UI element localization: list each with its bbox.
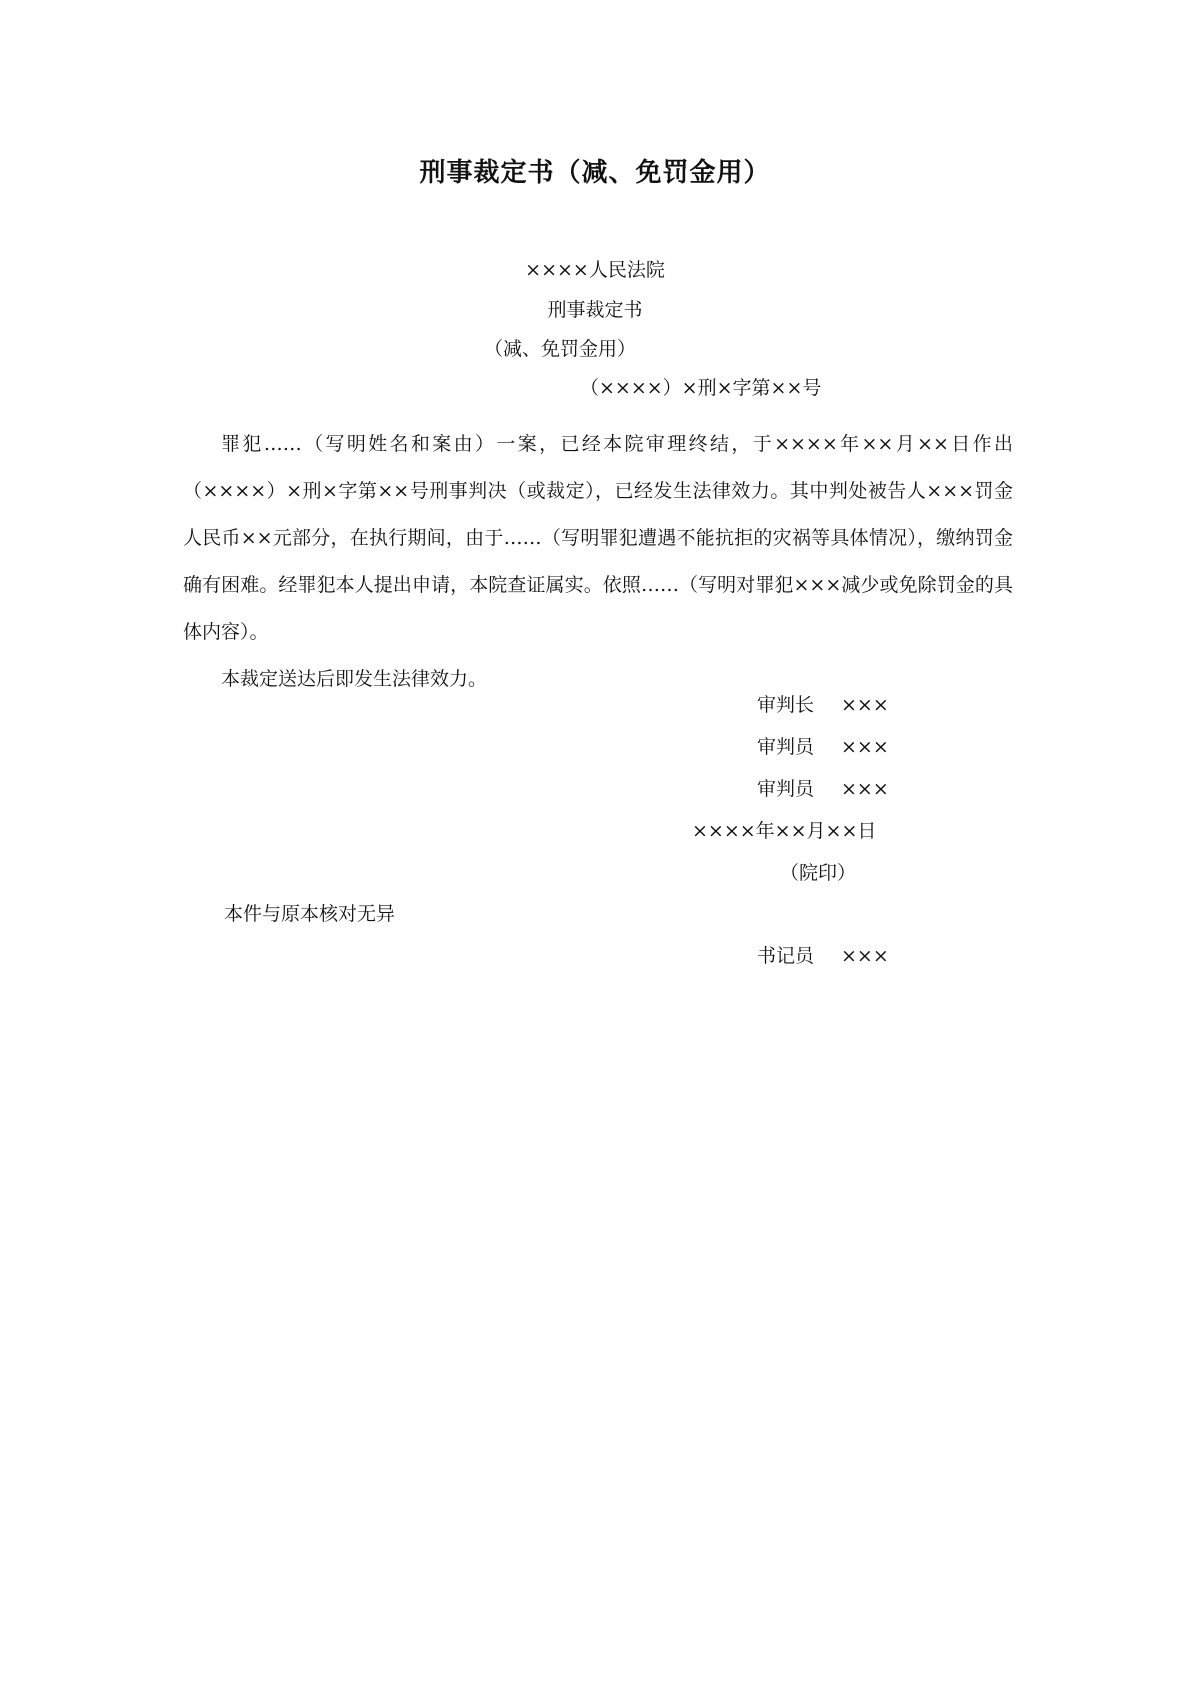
- case-number: （××××）×刑×字第××号: [580, 377, 822, 399]
- signature-name: ×××: [841, 945, 889, 967]
- verification-note: 本件与原本核对无异: [224, 903, 396, 925]
- document-subtitle: （减、免罚金用）: [484, 338, 637, 360]
- signature-name: ×××: [841, 778, 889, 800]
- document-type: 刑事裁定书: [547, 299, 643, 321]
- signature-name: ×××: [841, 694, 889, 716]
- signature-presiding-judge: [757, 692, 889, 718]
- document-title: 刑事裁定书（减、免罚金用）: [419, 158, 771, 188]
- signature-role: 审判员: [757, 736, 815, 758]
- signature-name: ×××: [841, 736, 889, 758]
- body-paragraph-1: 罪犯……（写明姓名和案由）一案，已经本院审理终结，于××××年××月××日作出（××××）×刑×字第××号刑事判决（或裁定），已经发生法律效力。其中判处被告人×××罚金人民币××元部分，在执行期间，由于……（写明罪犯遭遇不能抗拒的灾祸等具体情况），缴纳罚金确有困难。经罪犯本人提出申请，本院查证属实。依照……（写明对罪犯×××减少或免除罚金的具体内容）。: [183, 433, 1013, 643]
- court-name: ××××人民法院: [525, 259, 665, 281]
- court-seal: （院印）: [780, 862, 857, 884]
- signature-judge-2: [757, 776, 889, 802]
- signature-role: 书记员: [757, 945, 815, 967]
- signature-role: 审判员: [757, 778, 815, 800]
- body-paragraph-2: 本裁定送达后即发生法律效力。: [221, 668, 488, 690]
- judgment-date: ××××年××月××日: [692, 820, 877, 842]
- document-body: [183, 421, 1013, 692]
- signature-clerk: [757, 943, 889, 969]
- signature-role: 审判长: [757, 694, 815, 716]
- signature-judge-1: [757, 734, 889, 760]
